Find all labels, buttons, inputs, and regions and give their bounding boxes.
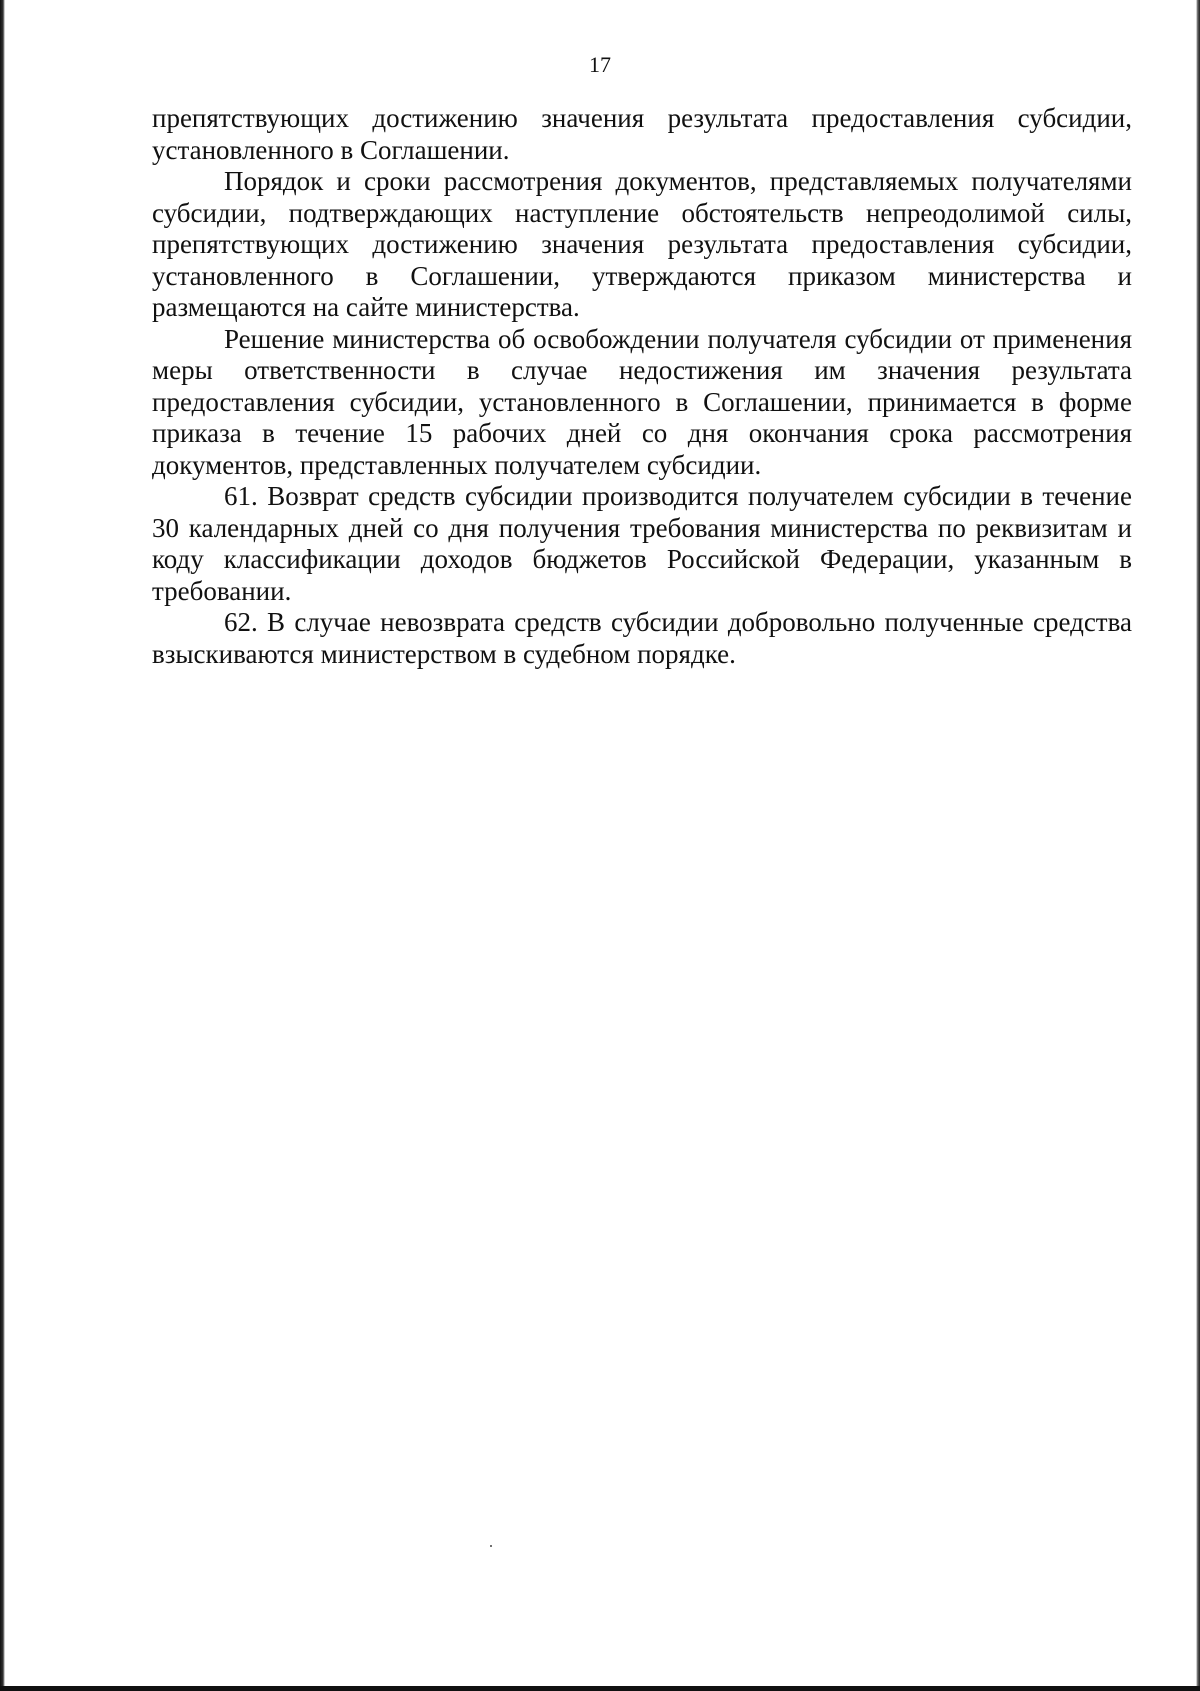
scan-edge-left (0, 0, 5, 1691)
page-number: 17 (589, 52, 611, 77)
scan-edge-right (1196, 0, 1200, 1691)
paragraph-item-62: 62. В случае невозврата средств субсидии добровольно полученные средства взыскиваются министерством в судебном порядке. (152, 607, 1132, 669)
paragraph-exemption-decision: Решение министерства об освобождении получателя субсидии от применения меры ответственности в случае недостижения им значения результата предоставления субсидии, установленного в Соглашении, принимается в форме приказа в течение 15 рабочих дней со дня окончания срока рассмотрения документов, представленных получателем субсидии. (152, 323, 1132, 480)
paragraph-continuation: препятствующих достижению значения результата предоставления субсидии, установленного в Соглашении. (152, 103, 1132, 165)
paragraph-review-procedure: Порядок и сроки рассмотрения документов, представляемых получателями субсидии, подтверждающих наступление обстоятельств непреодолимой силы, препятствующих достижению значения результата предоставления субсидии, установленного в Соглашении, утверждаются приказом министерства и размещаются на сайте министерства. (152, 166, 1132, 322)
scan-speck (490, 1545, 492, 1547)
document-body (152, 103, 1132, 670)
paragraph-item-61: 61. Возврат средств субсидии производится получателем субсидии в течение 30 календарных дней со дня получения требования министерства по реквизитам и коду классификации доходов бюджетов Российской Федерации, указанным в требовании. (152, 481, 1132, 606)
scan-edge-bottom (0, 1686, 1200, 1691)
